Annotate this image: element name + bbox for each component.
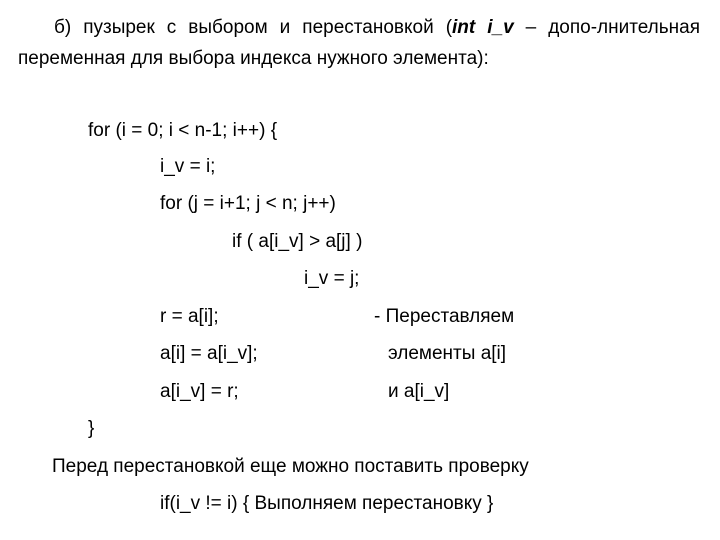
intro-text-before: б) пузырек с выбором и перестановкой ( xyxy=(54,17,453,38)
intro-text-after: – допо-лнительная переменная для выбора индекса нужного элемента): xyxy=(18,17,700,69)
code-line-if: if ( a[i_v] > a[j] ) xyxy=(232,231,363,252)
code-line-swap-2: a[i] = a[i_v]; xyxy=(160,343,258,364)
comment-line-1: - Переставляем xyxy=(374,306,515,327)
code-line-assign-j: i_v = j; xyxy=(304,268,360,289)
intro-paragraph xyxy=(18,12,700,74)
code-line-for-outer: for (i = 0; i < n-1; i++) { xyxy=(88,120,278,141)
note-code: if(i_v != i) { Выполняем перестановку } xyxy=(160,493,494,514)
code-line-swap-3: a[i_v] = r; xyxy=(160,381,239,402)
code-line-assign-iv: i_v = i; xyxy=(160,156,216,177)
code-line-close-brace: } xyxy=(88,418,95,439)
comment-line-2: элементы a[i] xyxy=(388,343,507,364)
intro-keyword: int i_v xyxy=(452,17,514,38)
comment-line-3: и a[i_v] xyxy=(388,381,450,402)
code-line-swap-1: r = a[i]; xyxy=(160,306,219,327)
note-text: Перед перестановкой еще можно поставить проверку xyxy=(52,456,529,477)
code-line-for-inner: for (j = i+1; j < n; j++) xyxy=(160,193,336,214)
